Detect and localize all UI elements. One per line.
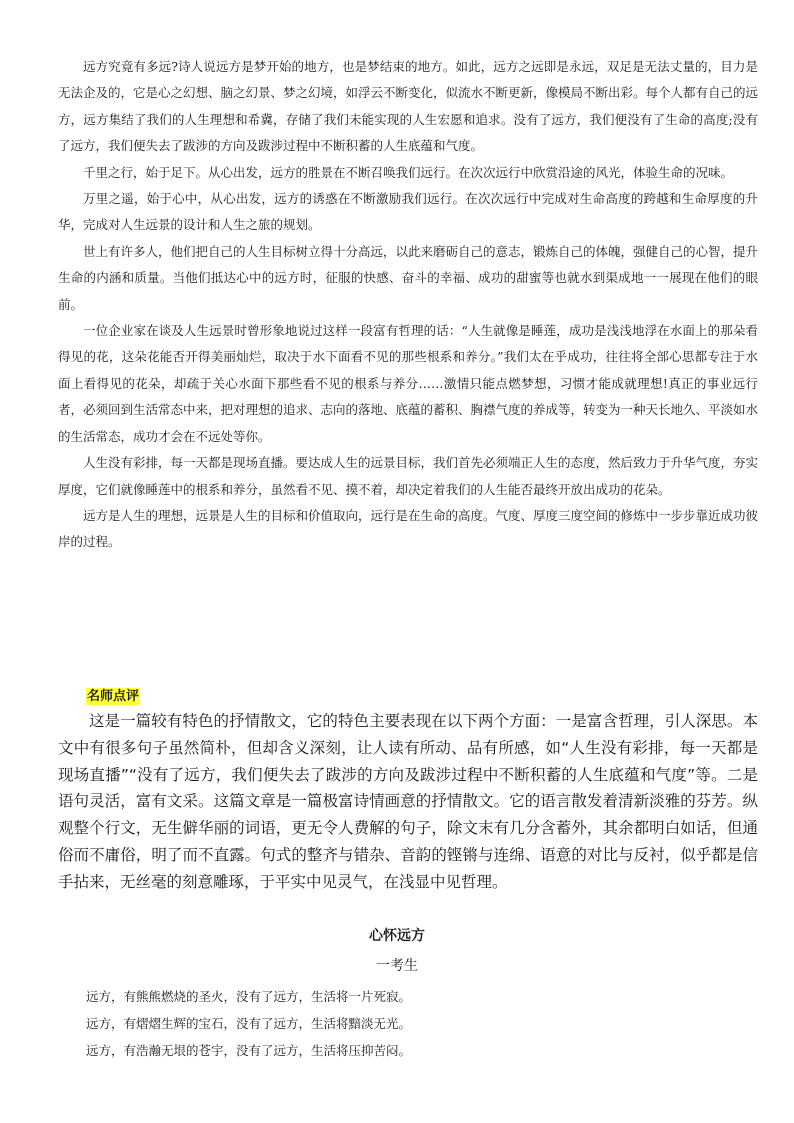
poem-line: 远方，有熊熊燃烧的圣火，没有了远方，生活将一片死寂。 [86, 989, 412, 1004]
poem-line: 远方，有熠熠生辉的宝石，没有了远方，生活将黯淡无光。 [86, 1016, 412, 1031]
poem-line: 远方，有浩瀚无垠的苍宇，没有了远方，生活将压抑苦闷。 [86, 1043, 412, 1058]
essay-paragraph: 一位企业家在谈及人生远景时曾形象地说过这样一段富有哲理的话：“人生就像是睡莲，成功是浅浅地浮在水面上的那朵看得见的花，这朵花能否开得美丽灿烂，取决于水下面看不见的那些根系和养分。”我们太在乎成功，往往将全部心思都专注于水面上看得见的花朵，却疏于关心水面下那些看不见的根系与养分……激情只能点燃梦想，习惯才能成就理想!真正的事业远行者，必须回到生活常态中来，把对理想的追求、志向的落地、底蕴的蓄积、胸襟气度的养成等，转变为一种天长地久、平淡如水的生活常态，成功才会在不远处等你。 [58, 323, 759, 444]
comment-tag: 名师点评 [87, 689, 140, 704]
essay-paragraph: 远方是人生的理想，远景是人生的目标和价值取向，远行是在生命的高度。气度、厚度三度空间的修炼中一步步靠近成功彼岸的过程。 [58, 507, 759, 550]
essay-paragraph: 千里之行，始于足下。从心出发，远方的胜景在不断召唤我们远行。在次次远行中欣赏沿途的风光，体验生命的况味。 [83, 164, 734, 180]
essay-paragraph: 万里之遥，始于心中，从心出发，远方的诱惑在不断激励我们远行。在次次远行中完成对生命高度的跨越和生命厚度的升华，完成对人生远景的设计和人生之旅的规划。 [58, 191, 758, 233]
poem-title: 心怀远方 [369, 928, 425, 944]
essay-paragraph: 远方究竟有多远?诗人说远方是梦开始的地方，也是梦结束的地方。如此，远方之远即是永远，双足是无法丈量的，目力是无法企及的，它是心之幻想、脑之幻景、梦之幻境，如浮云不断变化，似流水不断更新，像模局不断出彩。每个人都有自己的远方，远方集结了我们的人生理想和希冀，存储了我们未能实现的人生宏愿和追求。没有了远方，我们便没有了生命的高度;没有了远方，我们便失去了跋涉的方向及跋涉过程中不断积蓄的人生底蕴和气度。 [58, 59, 759, 154]
essay-body [58, 54, 758, 556]
comment-text: 这是一篇较有特色的抒情散文，它的特色主要表现在以下两个方面：一是富含哲理，引人深思。本文中有很多句子虽然简朴，但却含义深刻，让人读有所动、品有所感，如“人生没有彩排，每一天都是现场直播”“没有了远方，我们便失去了跋涉的方向及跋涉过程中不断积蓄的人生底蕴和气度”等。二是语句灵活，富有文采。这篇文章是一篇极富诗情画意的抒情散文。它的语言散发着清新淡雅的芬芳。纵观整个行文，无生僻华丽的词语，更无令人费解的句子，除文末有几分含蓄外，其余都明白如话，但通俗而不庸俗，明了而不直露。句式的整齐与错杂、音韵的铿锵与连绵、语意的对比与反衬，似乎都是信手拈来，无丝毫的刻意雕琢，于平实中见灵气，在浅显中见哲理。 [58, 712, 758, 891]
poem-body [86, 983, 726, 1064]
essay-paragraph: 人生没有彩排，每一天都是现场直播。要达成人生的远景目标，我们首先必须端正人生的态度，然后致力于升华气度，夯实厚度，它们就像睡莲中的根系和养分，虽然看不见、摸不着，却决定着我们的人生能否最终开放出成功的花朵。 [58, 455, 759, 497]
essay-paragraph: 世上有许多人，他们把自己的人生目标树立得十分高远，以此来磨砺自己的意志，锻炼自己的体魄，强健自己的心智，提升生命的内涵和质量。当他们抵达心中的远方时，征服的快感、奋斗的幸福、成功的甜蜜等也就水到渠成地一一展现在他们的眼前。 [58, 243, 759, 312]
teacher-comment [58, 682, 758, 896]
poem-author: 一考生 [376, 958, 418, 974]
